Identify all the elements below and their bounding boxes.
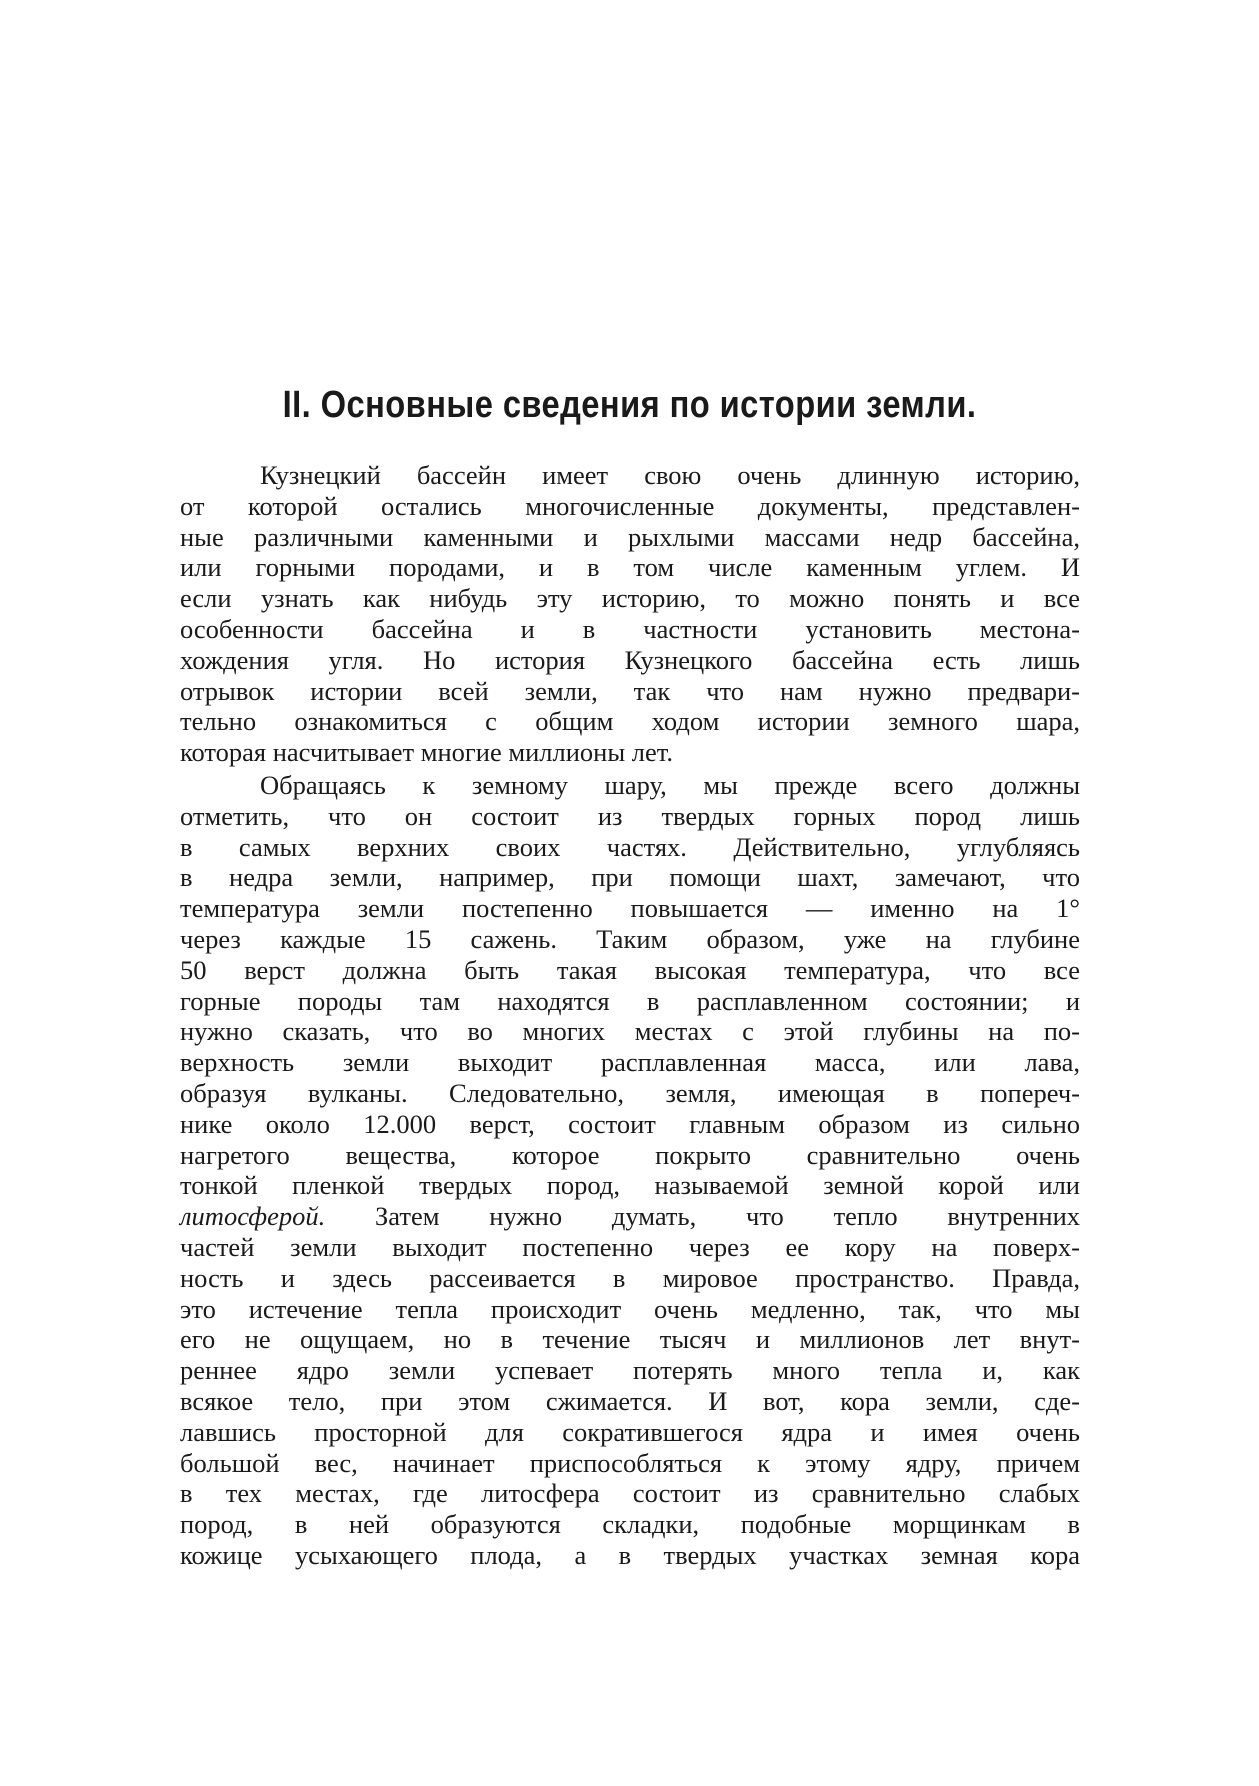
text-line: верхность земли выходит расплавленная масса, или лава, [180, 1047, 1080, 1078]
text-line: температура земли постепенно повышается — именно на 1° [180, 893, 1080, 924]
text-line: всякое тело, при этом сжимается. И вот, кора земли, сде- [180, 1385, 1080, 1416]
text-line: от которой остались многочисленные документы, представлен- [180, 490, 1080, 521]
text-line: нужно сказать, что во многих местах с этой глубины на по- [180, 1016, 1080, 1047]
text-line: образуя вулканы. Следовательно, земля, имеющая в попереч- [180, 1077, 1080, 1108]
text-line: 50 верст должна быть такая высокая температура, что все [180, 954, 1080, 985]
text-line: хождения угля. Но история Кузнецкого бассейна есть лишь [180, 644, 1080, 675]
text-line: отрывок истории всей земли, так что нам нужно предвари- [180, 675, 1080, 706]
text-line: Обращаясь к земному шару, мы прежде всего должны [260, 769, 1080, 800]
text-line: ность и здесь рассеивается в мировое пространство. Правда, [180, 1262, 1080, 1293]
text-line: частей земли выходит постепенно через ее кору на поверх- [180, 1231, 1080, 1262]
text-line: тельно ознакомиться с общим ходом истории земного шара, [180, 706, 1080, 737]
text-line-with-term [180, 1201, 1080, 1232]
text-line: в тех местах, где литосфера состоит из сравнительно слабых [180, 1478, 1080, 1509]
text-line: отметить, что он состоит из твердых горных пород лишь [180, 800, 1080, 831]
text-line: ные различными каменными и рыхлыми массами недр бассейна, [180, 521, 1080, 552]
chapter-heading: II. Основные сведения по истории земли. [282, 384, 977, 426]
text-line: в недра земли, например, при помощи шахт, замечают, что [180, 862, 1080, 893]
text-line: это истечение тепла происходит очень медленно, так, что мы [180, 1293, 1080, 1324]
text-line: Кузнецкий бассейн имеет свою очень длинную историю, [260, 460, 1080, 490]
text-line: нике около 12.000 верст, состоит главным образом из сильно [180, 1108, 1080, 1139]
text-line: горные породы там находятся в расплавленном состоянии; и [180, 985, 1080, 1016]
text-line: лавшись просторной для сократившегося ядра и имея очень [180, 1416, 1080, 1447]
italic-term: литосферой. [180, 1201, 326, 1232]
text-line: большой вес, начинает приспособляться к этому ядру, причем [180, 1447, 1080, 1478]
text-segment: Затем нужно думать, что тепло внутренних [375, 1201, 1081, 1232]
text-line: тонкой пленкой твердых пород, называемой земной корой или [180, 1170, 1080, 1201]
text-line: в самых верхних своих частях. Действительно, углубляясь [180, 831, 1080, 862]
text-line: которая насчитывает многие миллионы лет. [180, 737, 673, 768]
text-line: если узнать как нибудь эту историю, то можно понять и все [180, 583, 1080, 614]
text-line: или горными породами, и в том числе каменным углем. И [180, 552, 1080, 583]
text-line: через каждые 15 сажень. Таким образом, уже на глубине [180, 923, 1080, 954]
text-line: кожице усыхающего плода, а в твердых участках земная кора [180, 1539, 1080, 1570]
text-line: его не ощущаем, но в течение тысяч и миллионов лет внут- [180, 1324, 1080, 1355]
text-line: особенности бассейна и в частности установить местона- [180, 613, 1080, 644]
body-text [180, 460, 1080, 1571]
text-line: пород, в ней образуются складки, подобные морщинкам в [180, 1509, 1080, 1540]
text-line: реннее ядро земли успевает потерять много тепла и, как [180, 1355, 1080, 1386]
text-line: нагретого вещества, которое покрыто сравнительно очень [180, 1139, 1080, 1170]
